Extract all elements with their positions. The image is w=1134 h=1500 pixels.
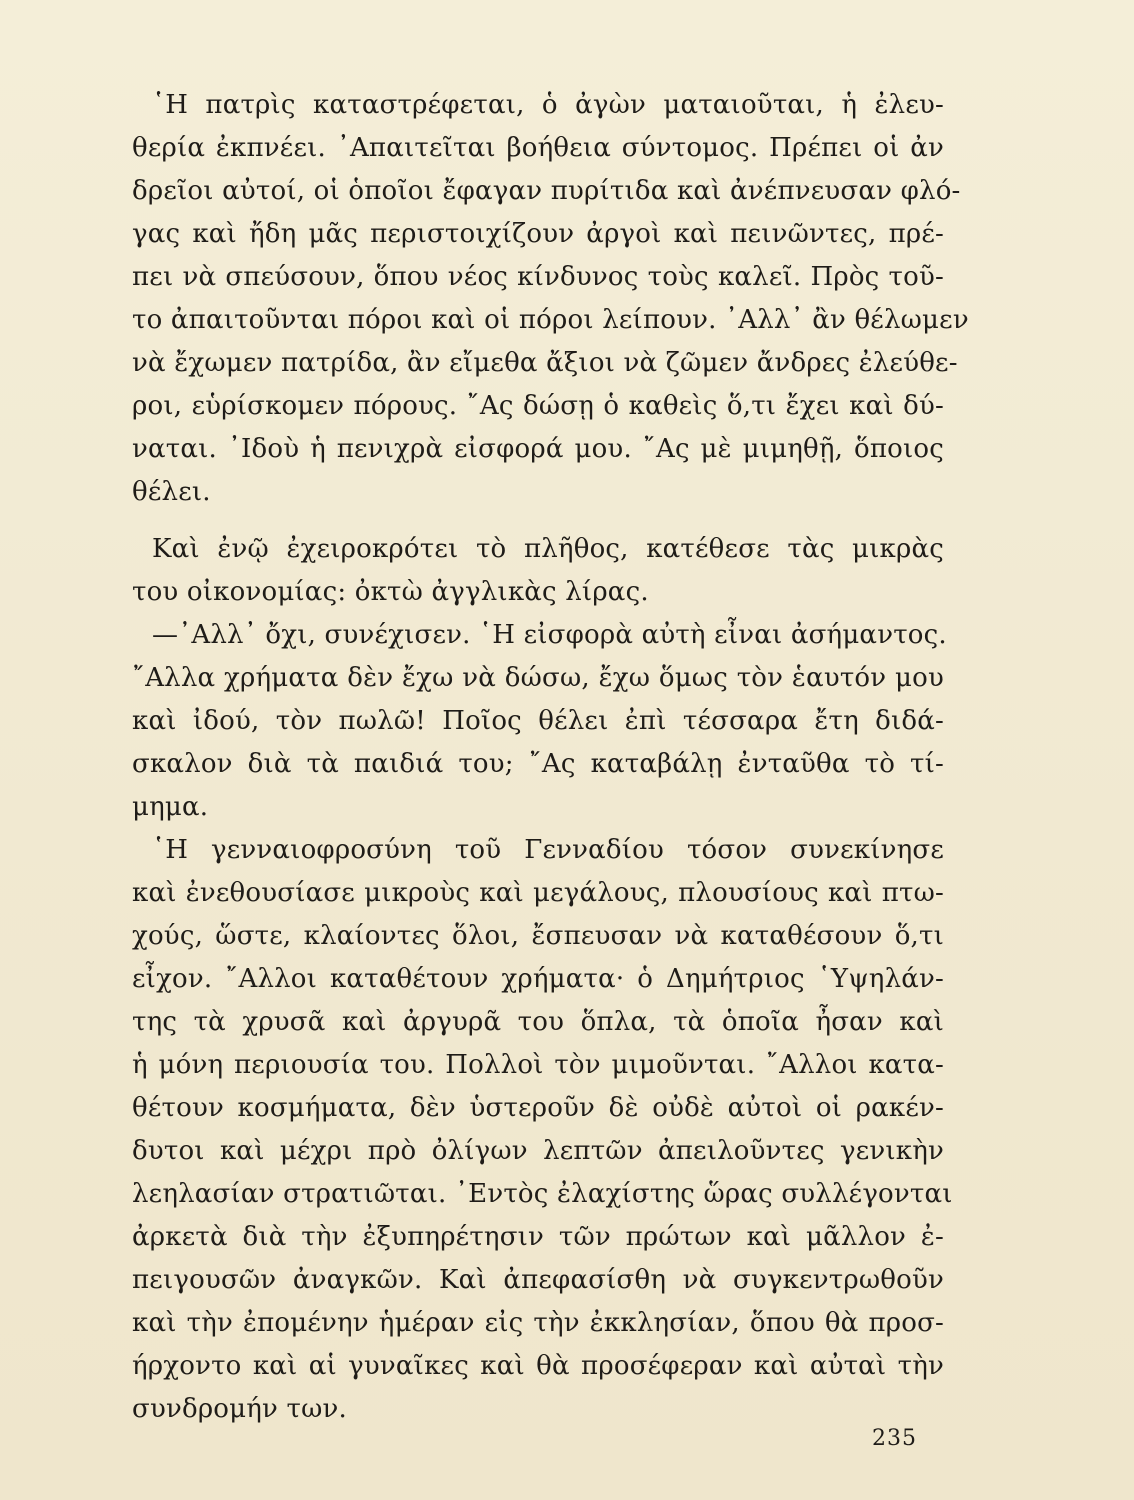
- text-line: ἡ μόνη περιουσία του. Πολλοὶ τὸν μιμοῦνται. ῎Αλλοι κατα-: [132, 1050, 944, 1080]
- text-line: ήρχοντο καὶ αἱ γυναῖκες καὶ θὰ προσέφεραν καὶ αὐταὶ τὴν: [132, 1351, 944, 1381]
- text-line: το ἀπαιτοῦνται πόροι καὶ οἱ πόροι λείπουν. ᾿Αλλ᾿ ἂν θέλωμεν: [132, 305, 969, 335]
- text-line: γας καὶ ἤδη μᾶς περιστοιχίζουν ἀργοὶ καὶ πεινῶντες, πρέ-: [132, 219, 944, 249]
- text-line: καὶ ἐνεθουσίασε μικροὺς καὶ μεγάλους, πλουσίους καὶ πτω-: [132, 878, 944, 908]
- text-line: νὰ ἔχωμεν πατρίδα, ἂν εἴμεθα ἄξιοι νὰ ζῶμεν ἄνδρες ἐλεύθε-: [132, 348, 958, 378]
- text-line: ῎Αλλα χρήματα δὲν ἔχω νὰ δώσω, ἔχω ὅμως τὸν ἑαυτόν μου: [132, 663, 944, 693]
- paragraph: [132, 829, 953, 1431]
- text-line: ἀρκετὰ διὰ τὴν ἐξυπηρέτησιν τῶν πρώτων καὶ μᾶλλον ἐ-: [132, 1222, 944, 1252]
- paragraph: [132, 614, 947, 829]
- text-line: σκαλον διὰ τὰ παιδιά του; ῎Ας καταβάλῃ ἐνταῦθα τὸ τί-: [132, 749, 944, 779]
- page-body-text: [132, 84, 969, 1431]
- text-line: ῾Η γενναιοφροσύνη τοῦ Γενναδίου τόσον συνεκίνησε: [152, 835, 944, 865]
- text-line: του οἰκονομίας: ὀκτὼ ἀγγλικὰς λίρας.: [132, 577, 649, 607]
- text-line: συνδρομήν των.: [132, 1394, 347, 1424]
- text-line: θέτουν κοσμήματα, δὲν ὑστεροῦν δὲ οὐδὲ αὐτοὶ οἱ ρακέν-: [132, 1093, 944, 1123]
- text-line: δυτοι καὶ μέχρι πρὸ ὀλίγων λεπτῶν ἀπειλοῦντες γενικὴν: [132, 1136, 944, 1166]
- text-line: —᾿Αλλ᾿ ὄχι, συνέχισεν. ῾Η εἰσφορὰ αὐτὴ εἶναι ἀσήμαντος.: [152, 620, 947, 650]
- text-line: θερία ἐκπνέει. ᾿Απαιτεῖται βοήθεια σύντομος. Πρέπει οἱ ἀν: [132, 133, 944, 163]
- text-line: ναται. ᾿Ιδοὺ ἡ πενιχρὰ εἰσφορά μου. ῎Ας μὲ μιμηθῇ, ὅποιος: [132, 434, 944, 464]
- text-line: Καὶ ἐνῷ ἐχειροκρότει τὸ πλῆθος, κατέθεσε τὰς μικρὰς: [152, 534, 944, 564]
- text-line: εἶχον. ῎Αλλοι καταθέτουν χρήματα· ὁ Δημήτριος ῾Υψηλάν-: [132, 964, 944, 994]
- paragraph-gap: [132, 514, 944, 528]
- page-number: 235: [872, 1426, 917, 1451]
- text-line: καὶ ἰδού, τὸν πωλῶ! Ποῖος θέλει ἐπὶ τέσσαρα ἔτη διδά-: [132, 706, 944, 736]
- text-line: ροι, εὑρίσκομεν πόρους. ῎Ας δώσῃ ὁ καθεὶς ὅ,τι ἔχει καὶ δύ-: [132, 391, 944, 421]
- paragraph: [132, 528, 944, 614]
- text-line: μημα.: [132, 792, 209, 822]
- text-line: δρεῖοι αὐτοί, οἱ ὁποῖοι ἔφαγαν πυρίτιδα καὶ ἀνέπνευσαν φλό-: [132, 176, 961, 206]
- text-line: θέλει.: [132, 477, 211, 507]
- text-line: λεηλασίαν στρατιῶται. ᾿Εντὸς ἐλαχίστης ὥρας συλλέγονται: [132, 1179, 953, 1209]
- text-line: πειγουσῶν ἀναγκῶν. Καὶ ἀπεφασίσθη νὰ συγκεντρωθοῦν: [132, 1265, 944, 1295]
- text-line: καὶ τὴν ἐπομένην ἡμέραν εἰς τὴν ἐκκλησίαν, ὅπου θὰ προσ-: [132, 1308, 944, 1338]
- paragraph: [132, 84, 969, 514]
- text-line: της τὰ χρυσᾶ καὶ ἀργυρᾶ του ὅπλα, τὰ ὁποῖα ἦσαν καὶ: [132, 1007, 944, 1037]
- text-line: πει νὰ σπεύσουν, ὅπου νέος κίνδυνος τοὺς καλεῖ. Πρὸς τοῦ-: [132, 262, 944, 292]
- text-line: ῾Η πατρὶς καταστρέφεται, ὁ ἀγὼν ματαιοῦται, ἡ ἐλευ-: [152, 90, 944, 120]
- text-line: χούς, ὥστε, κλαίοντες ὅλοι, ἔσπευσαν νὰ καταθέσουν ὅ,τι: [132, 921, 944, 951]
